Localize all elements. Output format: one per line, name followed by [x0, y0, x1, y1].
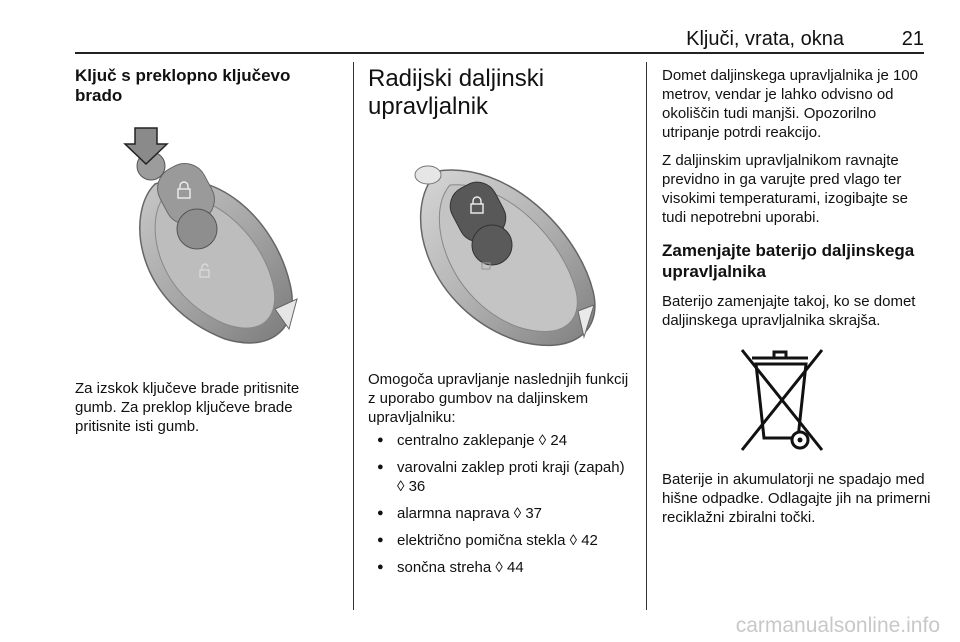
- care-text: Z daljinskim upravljalnikom ravnajte previdno in ga varujte pred vlago ter visokimi temperaturami, izogibajte se tudi nepotrebni uporabi.: [662, 152, 908, 226]
- page-reference[interactable]: ◊ 24: [538, 432, 568, 449]
- remote-control-illustration: [368, 141, 633, 354]
- list-item: ● varovalni zaklep proti kraji (zapah) ◊ 36: [368, 458, 633, 496]
- folding-key-illustration: [75, 124, 340, 349]
- remote-functions-list: [368, 431, 633, 577]
- remote-control-heading: Radijski daljinski upravljalnik: [368, 65, 545, 120]
- list-item: ● centralno zaklepanje ◊ 24: [368, 431, 633, 450]
- right-column: [662, 62, 932, 527]
- disposal-figure: [662, 346, 932, 456]
- section-title: Ključi, vrata, okna: [686, 28, 844, 50]
- list-item: ● električno pomična stekla ◊ 42: [368, 531, 633, 550]
- page-reference[interactable]: ◊ 44: [495, 559, 524, 576]
- disposal-text: Baterije in akumulatorji ne spadajo med hišne odpadke. Odlagajte jih na primerni reciklažni zbiralni točki.: [662, 471, 931, 526]
- column-divider-right: [646, 62, 647, 610]
- folding-key-heading: Ključ s preklopno ključevo brado: [75, 66, 291, 105]
- range-text: Domet daljinskega upravljalnika je 100 metrov, vendar je lahko odvisno od okoliščin tudi manjši. Opozorilno utripanje potrdi reakcijo.: [662, 67, 918, 141]
- page-reference[interactable]: ◊ 42: [569, 532, 598, 549]
- remote-functions-intro: Omogoča upravljanje naslednjih funkcij z uporabo gumbov na daljinskem upravljalniku:: [368, 371, 629, 426]
- page-reference[interactable]: ◊ 36: [397, 478, 426, 495]
- crossed-bin-icon: [662, 346, 932, 456]
- watermark: carmanualsonline.info: [735, 614, 940, 637]
- battery-heading: Zamenjajte baterijo daljinskega upravljalnika: [662, 241, 915, 281]
- folding-key-figure: [75, 124, 340, 349]
- list-item: ● sončna streha ◊ 44: [368, 558, 633, 577]
- header-rule: [75, 52, 924, 54]
- page-reference[interactable]: ◊ 37: [513, 505, 543, 522]
- page-header: [75, 26, 924, 54]
- remote-control-figure: [368, 141, 633, 354]
- page-number: 21: [901, 28, 924, 50]
- column-divider-left: [353, 62, 354, 610]
- folding-key-text: Za izskok ključeve brade pritisnite gumb. Za preklop ključeve brade pritisnite isti gumb.: [75, 380, 300, 435]
- list-item: ● alarmna naprava ◊ 37: [368, 504, 633, 523]
- battery-text: Baterijo zamenjajte takoj, ko se domet daljinskega upravljalnika skrajša.: [662, 293, 916, 329]
- middle-column: [368, 62, 633, 585]
- left-column: [75, 62, 340, 436]
